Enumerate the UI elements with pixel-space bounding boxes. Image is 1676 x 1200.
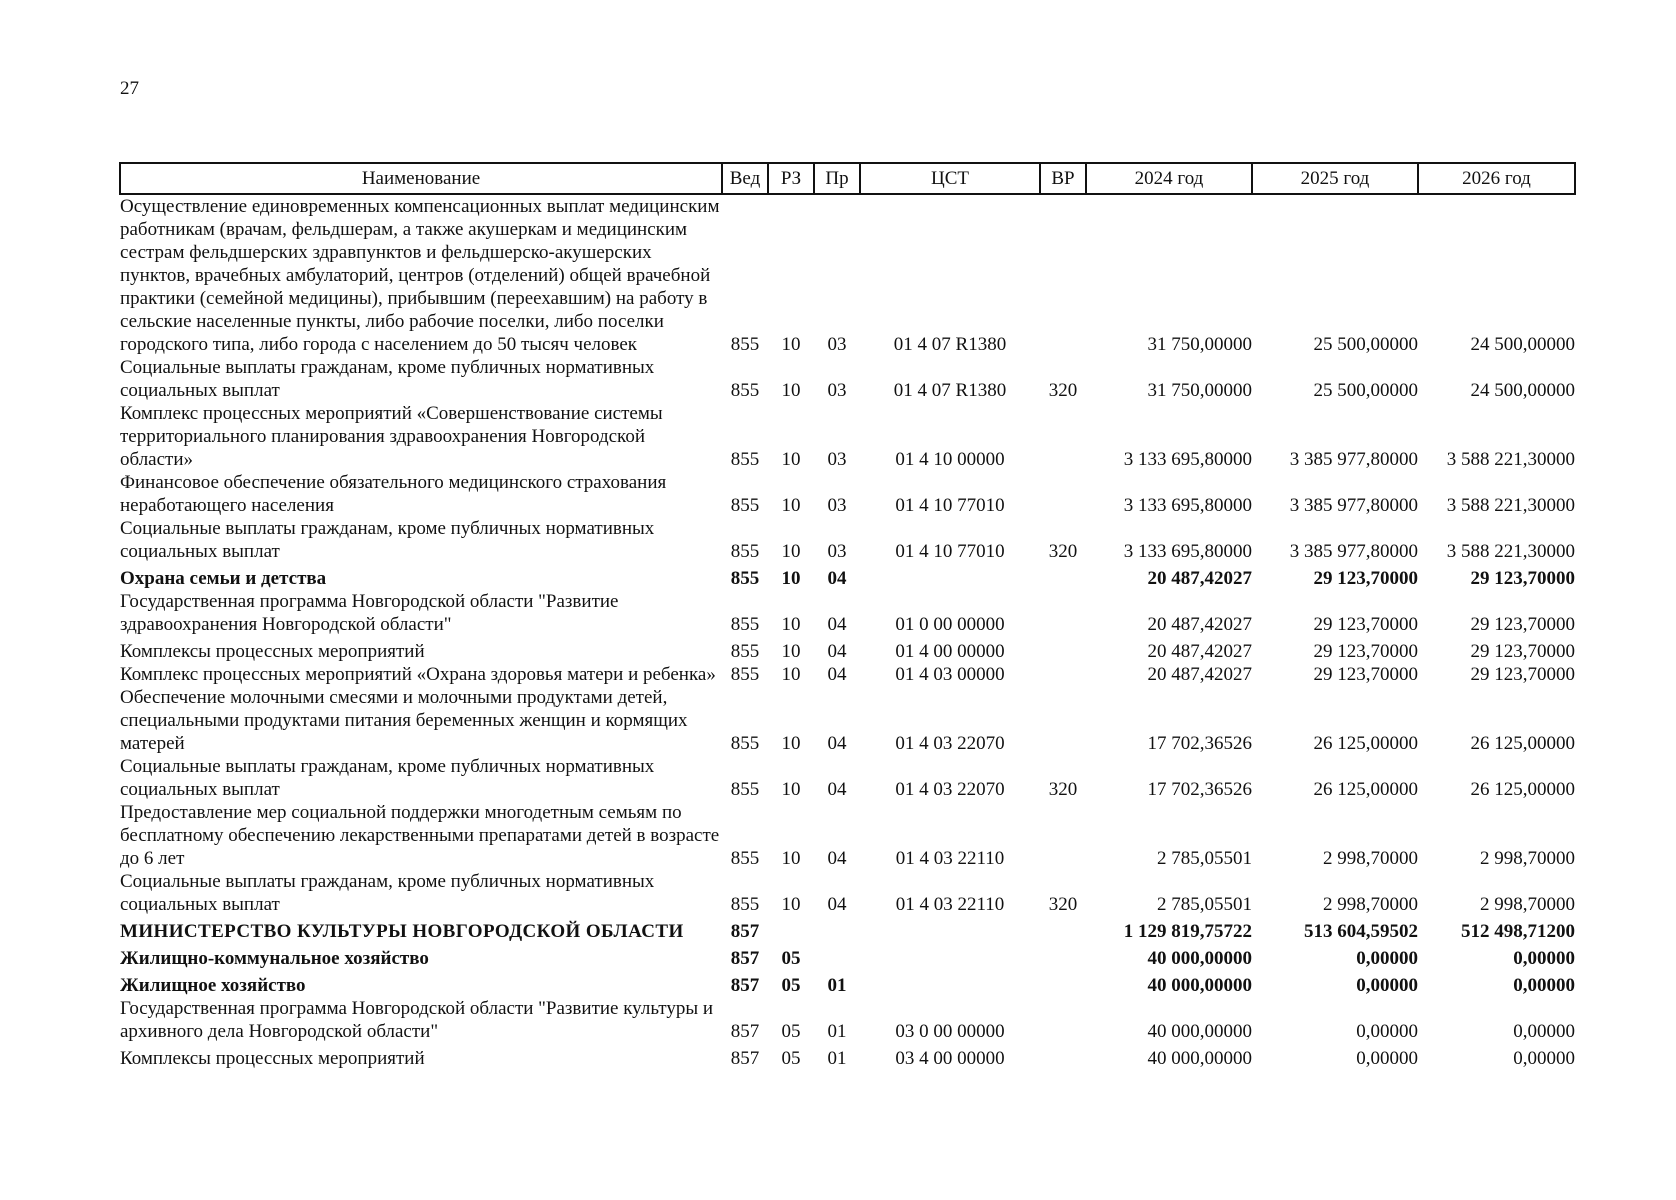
- table-row: [120, 997, 1575, 1043]
- row-2026: 0,00000: [1513, 1048, 1575, 1069]
- row-2025: 29 123,70000: [1313, 641, 1418, 662]
- row-2026: 3 588 221,30000: [1446, 449, 1575, 470]
- row-cst: 01 4 00 00000: [895, 641, 1005, 662]
- row-name: Жилищное хозяйство: [120, 975, 306, 996]
- row-cst: [860, 970, 1040, 997]
- row-name: Охрана семьи и детства: [120, 568, 327, 589]
- row-2024: 2 785,05501: [1157, 848, 1252, 869]
- row-2024: 40 000,00000: [1147, 948, 1252, 969]
- row-rz: 10: [781, 449, 801, 470]
- table-header-row: [120, 163, 1575, 194]
- row-vr: [1040, 194, 1086, 356]
- row-rz: 05: [781, 1048, 801, 1069]
- row-2024: 3 133 695,80000: [1123, 449, 1252, 470]
- row-cst: [860, 943, 1040, 970]
- row-vr: [1040, 590, 1086, 636]
- row-pr: 03: [827, 541, 847, 562]
- section-row: [120, 970, 1575, 997]
- row-2024: 40 000,00000: [1147, 975, 1252, 996]
- row-rz: 10: [781, 848, 801, 869]
- row-rz: 10: [781, 894, 801, 915]
- row-2024: 1 129 819,75722: [1123, 921, 1252, 942]
- row-rz: 05: [781, 948, 801, 969]
- row-name: Предоставление мер социальной поддержки многодетным семьям по бесплатному обеспечению лекарственными препаратами детей в возрасте до 6 лет: [120, 802, 720, 869]
- row-name: МИНИСТЕРСТВО КУЛЬТУРЫ НОВГОРОДСКОЙ ОБЛАСТИ: [120, 921, 684, 942]
- row-2026: 2 998,70000: [1480, 894, 1575, 915]
- row-vr: [1040, 943, 1086, 970]
- row-pr: 03: [827, 449, 847, 470]
- row-ved: 855: [730, 541, 760, 562]
- row-cst: 01 0 00 00000: [895, 614, 1005, 635]
- table-row: [120, 686, 1575, 755]
- row-ved: 857: [730, 975, 760, 996]
- row-pr: 03: [827, 334, 847, 355]
- row-2025: 3 385 977,80000: [1289, 495, 1418, 516]
- row-2025: 0,00000: [1356, 975, 1418, 996]
- row-2024: 17 702,36526: [1147, 779, 1252, 800]
- row-ved: 857: [730, 1048, 760, 1069]
- row-ved: 855: [730, 848, 760, 869]
- row-2025: 0,00000: [1356, 1021, 1418, 1042]
- table-row: [120, 590, 1575, 636]
- row-name: Государственная программа Новгородской области "Развитие культуры и архивного дела Новгородской области": [120, 998, 714, 1042]
- row-pr: 04: [827, 641, 847, 662]
- ministry-row: [120, 916, 1575, 943]
- row-ved: 857: [730, 948, 760, 969]
- row-name: Финансовое обеспечение обязательного медицинского страхования неработающего населения: [120, 472, 667, 516]
- row-vr: [1040, 471, 1086, 517]
- row-2024: 2 785,05501: [1157, 894, 1252, 915]
- row-2026: 0,00000: [1513, 948, 1575, 969]
- row-pr: 04: [827, 568, 847, 589]
- row-ved: 855: [730, 641, 760, 662]
- row-pr: [814, 916, 860, 943]
- row-2026: 0,00000: [1513, 975, 1575, 996]
- header-ved: Вед: [722, 163, 768, 194]
- row-cst: 01 4 03 00000: [895, 664, 1005, 685]
- row-2024: 17 702,36526: [1147, 733, 1252, 754]
- page-number: 27: [120, 78, 139, 99]
- row-cst: 01 4 10 77010: [895, 541, 1005, 562]
- row-vr: [1040, 916, 1086, 943]
- row-2025: 29 123,70000: [1313, 568, 1418, 589]
- row-name: Социальные выплаты гражданам, кроме публичных нормативных социальных выплат: [120, 871, 655, 915]
- row-2025: 0,00000: [1356, 1048, 1418, 1069]
- row-cst: 03 4 00 00000: [895, 1048, 1005, 1069]
- row-rz: 10: [781, 568, 801, 589]
- row-vr: [1040, 686, 1086, 755]
- table-row: [120, 636, 1575, 663]
- table-row: [120, 1043, 1575, 1070]
- row-2024: 20 487,42027: [1147, 568, 1252, 589]
- row-2025: 25 500,00000: [1313, 380, 1418, 401]
- budget-table: [119, 162, 1576, 1070]
- row-pr: 04: [827, 848, 847, 869]
- row-ved: 855: [730, 334, 760, 355]
- row-2026: 3 588 221,30000: [1446, 541, 1575, 562]
- row-2026: 24 500,00000: [1470, 334, 1575, 355]
- row-vr: [1040, 801, 1086, 870]
- row-2026: 26 125,00000: [1470, 733, 1575, 754]
- row-name: Государственная программа Новгородской области "Развитие здравоохранения Новгородской области": [120, 591, 619, 635]
- row-2024: 20 487,42027: [1147, 614, 1252, 635]
- row-2025: 3 385 977,80000: [1289, 449, 1418, 470]
- row-ved: 855: [730, 495, 760, 516]
- row-rz: 10: [781, 541, 801, 562]
- row-cst: 01 4 03 22110: [895, 894, 1005, 915]
- row-rz: 10: [781, 334, 801, 355]
- row-pr: 04: [827, 664, 847, 685]
- row-rz: 10: [781, 641, 801, 662]
- row-cst: 01 4 07 R1380: [893, 334, 1007, 355]
- row-pr: 03: [827, 380, 847, 401]
- header-2026: 2026 год: [1418, 163, 1575, 194]
- row-2024: 3 133 695,80000: [1123, 495, 1252, 516]
- row-2026: 29 123,70000: [1470, 614, 1575, 635]
- row-ved: 855: [730, 664, 760, 685]
- row-pr: 04: [827, 894, 847, 915]
- section-row: [120, 563, 1575, 590]
- row-name: Комплексы процессных мероприятий: [120, 641, 425, 662]
- row-2026: 0,00000: [1513, 1021, 1575, 1042]
- row-cst: 01 4 07 R1380: [893, 380, 1007, 401]
- row-vr: [1040, 997, 1086, 1043]
- table-row: [120, 870, 1575, 916]
- row-vr: [1040, 1043, 1086, 1070]
- row-pr: 01: [827, 1048, 847, 1069]
- row-pr: 01: [827, 975, 847, 996]
- row-pr: 04: [827, 779, 847, 800]
- header-rz: РЗ: [768, 163, 814, 194]
- row-ved: 857: [730, 921, 760, 942]
- table-row: [120, 517, 1575, 563]
- row-2026: 29 123,70000: [1470, 641, 1575, 662]
- row-rz: 10: [781, 779, 801, 800]
- row-pr: 04: [827, 733, 847, 754]
- table-row: [120, 663, 1575, 686]
- row-2025: 3 385 977,80000: [1289, 541, 1418, 562]
- table-row: [120, 194, 1575, 356]
- table-row: [120, 402, 1575, 471]
- row-pr: 03: [827, 495, 847, 516]
- row-2024: 40 000,00000: [1147, 1048, 1252, 1069]
- row-2024: 20 487,42027: [1147, 641, 1252, 662]
- row-pr: 04: [827, 614, 847, 635]
- row-cst: 01 4 10 77010: [895, 495, 1005, 516]
- row-vr: 320: [1048, 779, 1078, 800]
- row-2024: 31 750,00000: [1147, 380, 1252, 401]
- row-pr: 01: [827, 1021, 847, 1042]
- row-vr: [1040, 563, 1086, 590]
- row-rz: 10: [781, 733, 801, 754]
- row-cst: 01 4 03 22110: [895, 848, 1005, 869]
- row-cst: 03 0 00 00000: [895, 1021, 1005, 1042]
- row-name: Социальные выплаты гражданам, кроме публичных нормативных социальных выплат: [120, 756, 655, 800]
- row-rz: 10: [781, 495, 801, 516]
- row-name: Комплекс процессных мероприятий «Совершенствование системы территориального планирования здравоохранения Новгородской области»: [120, 403, 663, 470]
- row-vr: [1040, 636, 1086, 663]
- row-name: Социальные выплаты гражданам, кроме публичных нормативных социальных выплат: [120, 357, 655, 401]
- row-2024: 31 750,00000: [1147, 334, 1252, 355]
- row-rz: 05: [781, 975, 801, 996]
- row-vr: 320: [1048, 541, 1078, 562]
- row-vr: [1040, 970, 1086, 997]
- row-name: Социальные выплаты гражданам, кроме публичных нормативных социальных выплат: [120, 518, 655, 562]
- row-2025: 29 123,70000: [1313, 614, 1418, 635]
- row-name: Осуществление единовременных компенсационных выплат медицинским работникам (врачам, фельдшерам, а также акушеркам и медицинским сестрам фельдшерских здравпунктов и фельдшерско-акушерских пунктов, врачебных амбулаторий, центров (отделений) общей врачебной практики (семейной медицины), прибывшим (переехавшим) на работу в сельские населенные пункты, либо рабочие поселки, либо поселки городского типа, либо города с населением до 50 тысяч человек: [120, 196, 720, 355]
- header-2024: 2024 год: [1086, 163, 1252, 194]
- row-2026: 29 123,70000: [1470, 664, 1575, 685]
- row-cst: 01 4 10 00000: [895, 449, 1005, 470]
- row-ved: 855: [730, 733, 760, 754]
- row-2025: 26 125,00000: [1313, 733, 1418, 754]
- row-2025: 2 998,70000: [1323, 894, 1418, 915]
- row-rz: 10: [781, 380, 801, 401]
- row-ved: 855: [730, 568, 760, 589]
- row-vr: [1040, 663, 1086, 686]
- row-2025: 25 500,00000: [1313, 334, 1418, 355]
- row-2024: 20 487,42027: [1147, 664, 1252, 685]
- row-cst: [860, 916, 1040, 943]
- row-name: Обеспечение молочными смесями и молочными продуктами детей, специальными продуктами питания беременных женщин и кормящих матерей: [120, 687, 688, 754]
- row-2025: 29 123,70000: [1313, 664, 1418, 685]
- row-cst: [860, 563, 1040, 590]
- row-2026: 24 500,00000: [1470, 380, 1575, 401]
- header-cst: ЦСТ: [860, 163, 1040, 194]
- row-ved: 855: [730, 614, 760, 635]
- row-rz: [768, 916, 814, 943]
- row-name: Комплексы процессных мероприятий: [120, 1048, 425, 1069]
- row-2026: 2 998,70000: [1480, 848, 1575, 869]
- row-vr: [1040, 402, 1086, 471]
- row-2026: 3 588 221,30000: [1446, 495, 1575, 516]
- table-row: [120, 755, 1575, 801]
- row-2025: 0,00000: [1356, 948, 1418, 969]
- header-name: Наименование: [120, 163, 722, 194]
- row-rz: 05: [781, 1021, 801, 1042]
- row-2025: 513 604,59502: [1304, 921, 1418, 942]
- header-2025: 2025 год: [1252, 163, 1418, 194]
- row-2024: 40 000,00000: [1147, 1021, 1252, 1042]
- row-cst: 01 4 03 22070: [895, 779, 1005, 800]
- row-ved: 857: [730, 1021, 760, 1042]
- row-pr: [814, 943, 860, 970]
- row-2025: 2 998,70000: [1323, 848, 1418, 869]
- row-rz: 10: [781, 614, 801, 635]
- row-ved: 855: [730, 380, 760, 401]
- row-cst: 01 4 03 22070: [895, 733, 1005, 754]
- row-2025: 26 125,00000: [1313, 779, 1418, 800]
- row-2026: 29 123,70000: [1470, 568, 1575, 589]
- row-name: Комплекс процессных мероприятий «Охрана здоровья матери и ребенка»: [120, 664, 716, 685]
- row-rz: 10: [781, 664, 801, 685]
- header-pr: Пр: [814, 163, 860, 194]
- row-ved: 855: [730, 779, 760, 800]
- row-vr: 320: [1048, 894, 1078, 915]
- section-row: [120, 943, 1575, 970]
- table-row: [120, 471, 1575, 517]
- row-ved: 855: [730, 449, 760, 470]
- row-2026: 512 498,71200: [1461, 921, 1575, 942]
- row-2026: 26 125,00000: [1470, 779, 1575, 800]
- row-name: Жилищно-коммунальное хозяйство: [120, 948, 429, 969]
- table-row: [120, 356, 1575, 402]
- table-row: [120, 801, 1575, 870]
- header-vr: ВР: [1040, 163, 1086, 194]
- row-ved: 855: [730, 894, 760, 915]
- row-vr: 320: [1048, 380, 1078, 401]
- row-2024: 3 133 695,80000: [1123, 541, 1252, 562]
